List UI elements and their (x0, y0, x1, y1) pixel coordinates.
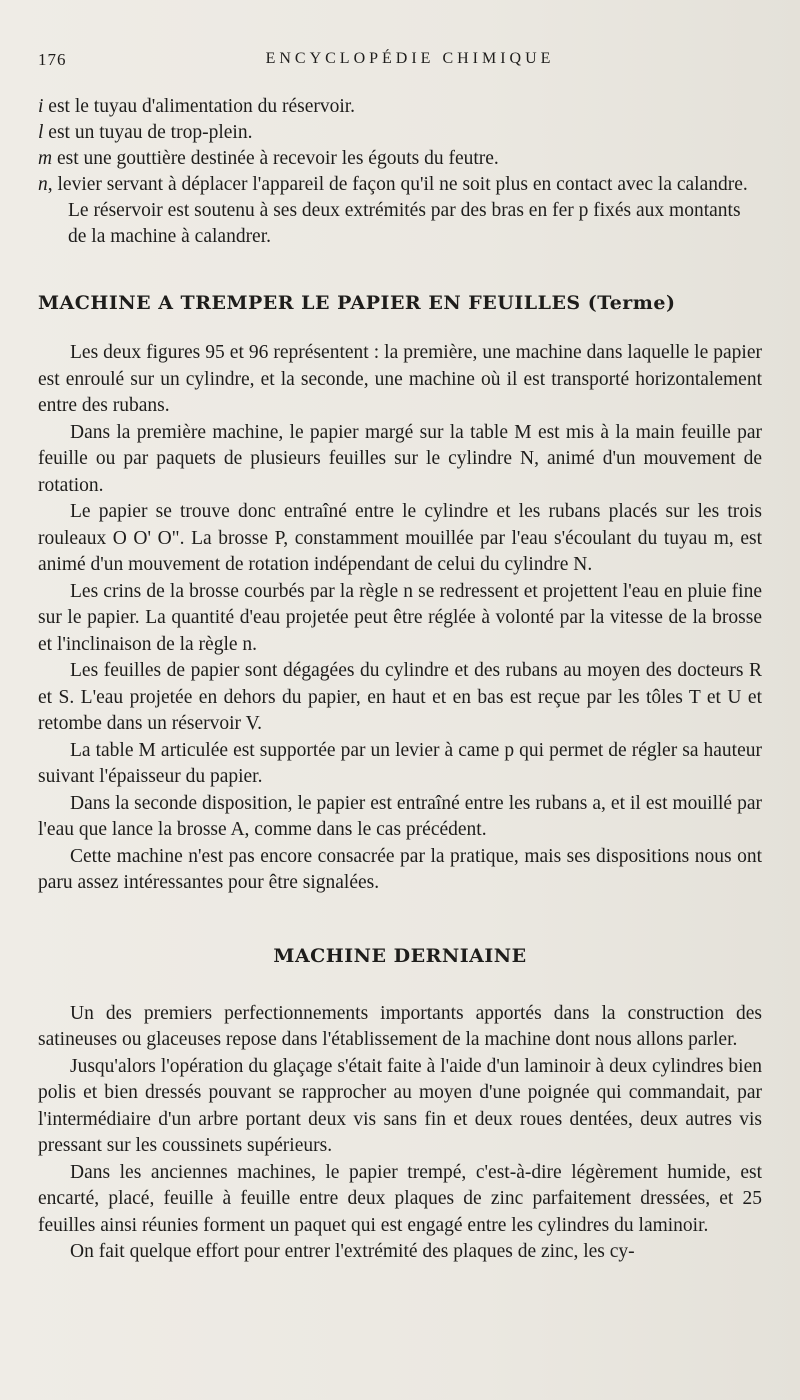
paragraph: Le papier se trouve donc entraîné entre le cylindre et les rubans placés sur les trois rouleaux O O' O". La brosse P, constamment mouillée par l'eau s'écoulant du tuyau m, est animé d'un mouvement de rotation indépendant de celui du cylindre N. (38, 501, 762, 575)
paragraph: Dans les anciennes machines, le papier trempé, c'est-à-dire légèrement humide, est encarté, placé, feuille à feuille entre deux plaques de zinc parfaitement dressées, et 25 feuilles ainsi réunies forment un paquet qui est engagé entre les cylindres du laminoir. (38, 1161, 762, 1236)
legend-item (38, 172, 762, 250)
paragraph: Cette machine n'est pas encore consacrée par la pratique, mais ses dispositions nous ont paru assez intéressantes pour être signalées. (38, 845, 762, 893)
paragraph: Les crins de la brosse courbés par la règle n se redressent et projettent l'eau en pluie fine sur le papier. La quantité d'eau projetée peut être réglée à volonté par la vitesse de la brosse et l'inclinaison de la règle n. (38, 580, 762, 655)
section-heading: MACHINE A TREMPER LE PAPIER EN FEUILLES (Terme) (38, 292, 676, 314)
paragraph: On fait quelque effort pour entrer l'extrémité des plaques de zinc, les cy- (70, 1241, 635, 1262)
section-body (38, 1001, 762, 1266)
running-header (38, 0, 762, 90)
paragraph: Dans la première machine, le papier margé sur la table M est mis à la main feuille par feuille ou par paquets de plusieurs feuilles sur le cylindre N, animé d'un mouvement de rotation. (38, 421, 762, 496)
paragraph: Jusqu'alors l'opération du glaçage s'était faite à l'aide d'un laminoir à deux cylindres bien polis et bien dressés pouvant se rapprocher au moyen d'une poignée qui commandait, par l'intermédiaire d'un arbre portant deux vis sans fin et deux roues dentées, deux autres vis pressant sur les coussinets supérieurs. (38, 1055, 762, 1156)
paragraph: Les deux figures 95 et 96 représentent : la première, une machine dans laquelle le papier est enroulé sur un cylindre, et la seconde, une machine où il est transporté horizontalement entre des rubans. (38, 342, 762, 416)
section-heading: MACHINE DERNIAINE (273, 944, 527, 967)
legend-item (38, 146, 762, 172)
legend-symbol: l (38, 122, 44, 143)
legend-text: est une gouttière destinée à recevoir les égouts du feutre. (52, 148, 499, 169)
section-body (38, 340, 762, 897)
page-number: 176 (38, 50, 67, 69)
running-title: ENCYCLOPÉDIE CHIMIQUE (265, 50, 555, 67)
paragraph: Un des premiers perfectionnements importants apportés dans la construction des satineuses ou glaceuses repose dans l'établissement de la machine dont nous allons parler. (38, 1002, 762, 1050)
legend-symbol: n (38, 174, 48, 195)
figure-legend (38, 94, 762, 250)
paragraph: Les feuilles de papier sont dégagées du cylindre et des rubans au moyen des docteurs R et S. L'eau projetée en dehors du papier, en haut et en bas est reçue par les tôles T et U et retombe dans un réservoir V. (38, 660, 762, 734)
legend-text: est le tuyau d'alimentation du réservoir. (43, 96, 356, 117)
paragraph: Dans la seconde disposition, le papier est entraîné entre les rubans a, et il est mouillé par l'eau que lance la brosse A, comme dans le cas précédent. (38, 792, 762, 840)
paragraph: La table M articulée est supportée par un levier à came p qui permet de régler sa hauteur suivant l'épaisseur du papier. (38, 739, 762, 787)
legend-symbol: m (38, 148, 53, 169)
legend-symbol: i (38, 96, 44, 117)
legend-text: , levier servant à déplacer l'appareil de façon qu'il ne soit plus en contact avec la calandre. Le réservoir est soutenu à ses deux extrémités par des bras en fer p fixés aux montants de la machine à calandrer. (47, 174, 748, 247)
legend-item (38, 94, 762, 120)
legend-item (38, 120, 762, 146)
legend-text: est un tuyau de trop-plein. (43, 122, 253, 143)
